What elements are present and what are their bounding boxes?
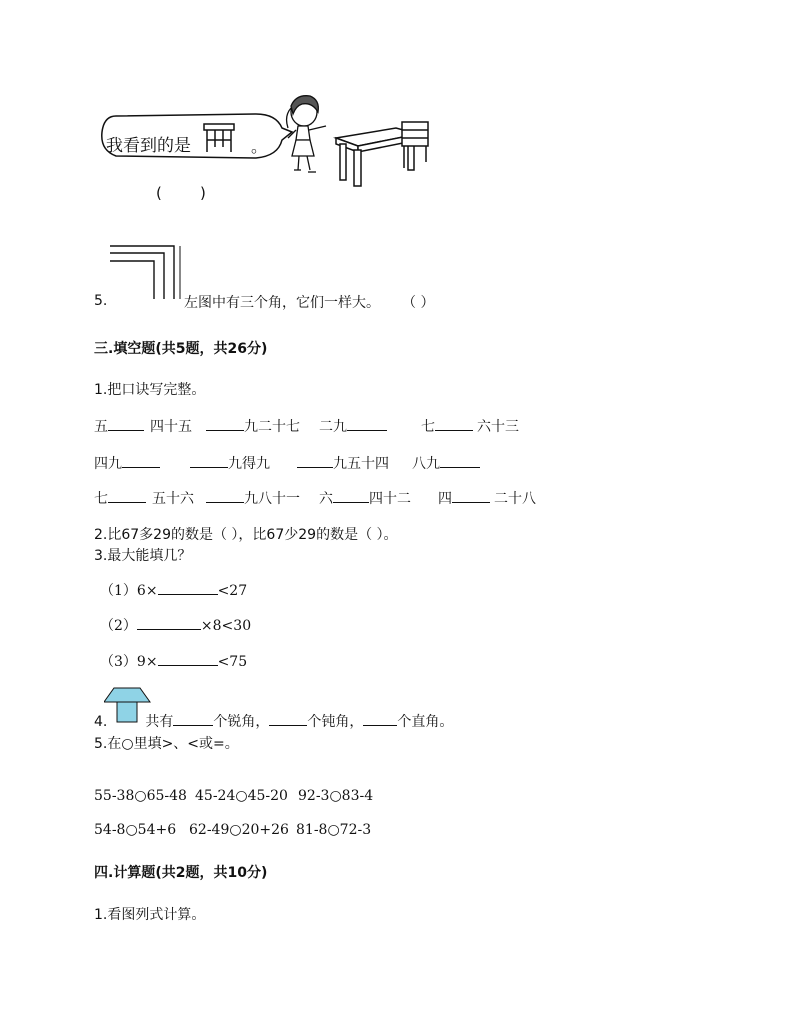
q3-item-label: （1） [100, 583, 137, 599]
koujue-blank[interactable] [435, 416, 473, 431]
koujue-blank[interactable] [108, 488, 146, 503]
section3-title: 三.填空题(共5题，共26分) [94, 341, 268, 357]
q3-blank[interactable] [158, 580, 218, 595]
chair-drawing [402, 122, 428, 168]
q1-row-2-b [190, 453, 270, 473]
q3-item-after: ×8<30 [200, 618, 252, 634]
koujue-1-2-right: 九二十七 [244, 419, 300, 435]
q5-row-2-b[interactable]: 62-49○20+26 [189, 822, 289, 838]
q1-row-2-d [412, 453, 480, 473]
koujue-blank[interactable] [440, 453, 480, 468]
q5-row-1-a[interactable]: 55-38○65-48 [94, 788, 187, 804]
angle-figure [106, 243, 182, 303]
q4-part4: 个直角。 [397, 714, 454, 730]
q3-item-3 [100, 651, 247, 671]
q3-item-after: <27 [217, 583, 248, 599]
q4-number: 4. [94, 714, 108, 730]
q3-item-label: （3） [100, 654, 137, 670]
q3-blank[interactable] [137, 615, 201, 630]
q1-row-1 [94, 416, 192, 436]
q1-row-2 [94, 453, 160, 473]
bubble-text-end: 。 [251, 137, 268, 156]
koujue-3-4-left: 四 [438, 491, 452, 507]
koujue-blank[interactable] [347, 416, 387, 431]
q1-row-1-b [206, 416, 300, 436]
q3-item-label: （2） [100, 618, 137, 634]
koujue-3-4-right: 二十八 [494, 491, 536, 507]
q1-row-3-b [206, 488, 300, 508]
q5-text: 左图中有三个角，它们一样大。 [184, 295, 380, 311]
koujue-3-1-left: 七 [94, 491, 108, 507]
q5-row-2-a[interactable]: 54-8○54+6 [94, 822, 177, 838]
koujue-blank[interactable] [297, 453, 333, 468]
koujue-1-1-left: 五 [94, 419, 108, 435]
q3-item-2 [100, 615, 251, 635]
q3-item-before: 6× [136, 583, 158, 599]
q5-row-1-c[interactable]: 92-3○83-4 [298, 788, 374, 804]
girl-figure [287, 96, 326, 172]
q1-row-3-d [438, 488, 536, 508]
calc1-prompt: 1.看图列式计算。 [94, 907, 206, 923]
koujue-blank[interactable] [122, 453, 160, 468]
koujue-3-3-right: 四十二 [369, 491, 411, 507]
q4-blank-acute[interactable] [173, 711, 213, 726]
bubble-text: 我看到的是 [106, 136, 191, 156]
q4-blank-obtuse[interactable] [269, 711, 307, 726]
section4-title: 四.计算题(共2题，共10分) [94, 865, 268, 881]
q5-prompt: 5.在○里填>、<或=。 [94, 736, 239, 752]
q1-row-1-c [319, 416, 387, 436]
q4-part3: 个钝角， [307, 714, 364, 730]
koujue-2-1-left: 四九 [94, 456, 122, 472]
q5-row-2-c[interactable]: 81-8○72-3 [296, 822, 372, 838]
koujue-3-1-right: 五十六 [152, 491, 194, 507]
koujue-1-3-left: 二九 [319, 419, 347, 435]
koujue-blank[interactable] [206, 416, 244, 431]
q1-row-3 [94, 488, 194, 508]
koujue-blank[interactable] [333, 488, 369, 503]
q1-prompt: 1.把口诀写完整。 [94, 382, 206, 398]
q4-line [94, 711, 453, 731]
q4-part2: 个锐角， [213, 714, 270, 730]
q1-row-3-c [319, 488, 411, 508]
q3-blank[interactable] [158, 651, 218, 666]
q5-answer-paren[interactable]: （ ） [402, 295, 435, 311]
koujue-1-4-right: 六十三 [477, 419, 519, 435]
koujue-blank[interactable] [206, 488, 244, 503]
q1-row-1-d [421, 416, 519, 436]
q2-text: 2.比67多29的数是（ ），比67少29的数是（ ）。 [94, 527, 398, 543]
koujue-3-3-left: 六 [319, 491, 333, 507]
q4-blank-right[interactable] [363, 711, 397, 726]
q5-row-1-b[interactable]: 45-24○45-20 [195, 788, 288, 804]
q1-row-2-c [297, 453, 389, 473]
koujue-3-2-right: 九八十一 [244, 491, 300, 507]
q3-prompt: 3.最大能填几？ [94, 548, 192, 564]
koujue-2-2-right: 九得九 [228, 456, 270, 472]
q3-item-before: 9× [136, 654, 158, 670]
koujue-1-1-right: 四十五 [150, 419, 192, 435]
q3-item-after: <75 [217, 654, 248, 670]
koujue-1-4-left: 七 [421, 419, 435, 435]
koujue-2-4-left: 八九 [412, 456, 440, 472]
illustration-answer-paren[interactable]: ( ) [156, 184, 206, 202]
q4-part1: 共有 [145, 714, 174, 730]
koujue-blank[interactable] [190, 453, 228, 468]
q3-item-1 [100, 580, 247, 600]
koujue-blank[interactable] [108, 416, 144, 431]
koujue-2-3-right: 九五十四 [333, 456, 389, 472]
koujue-blank[interactable] [452, 488, 490, 503]
q5-number: 5. [94, 293, 108, 309]
